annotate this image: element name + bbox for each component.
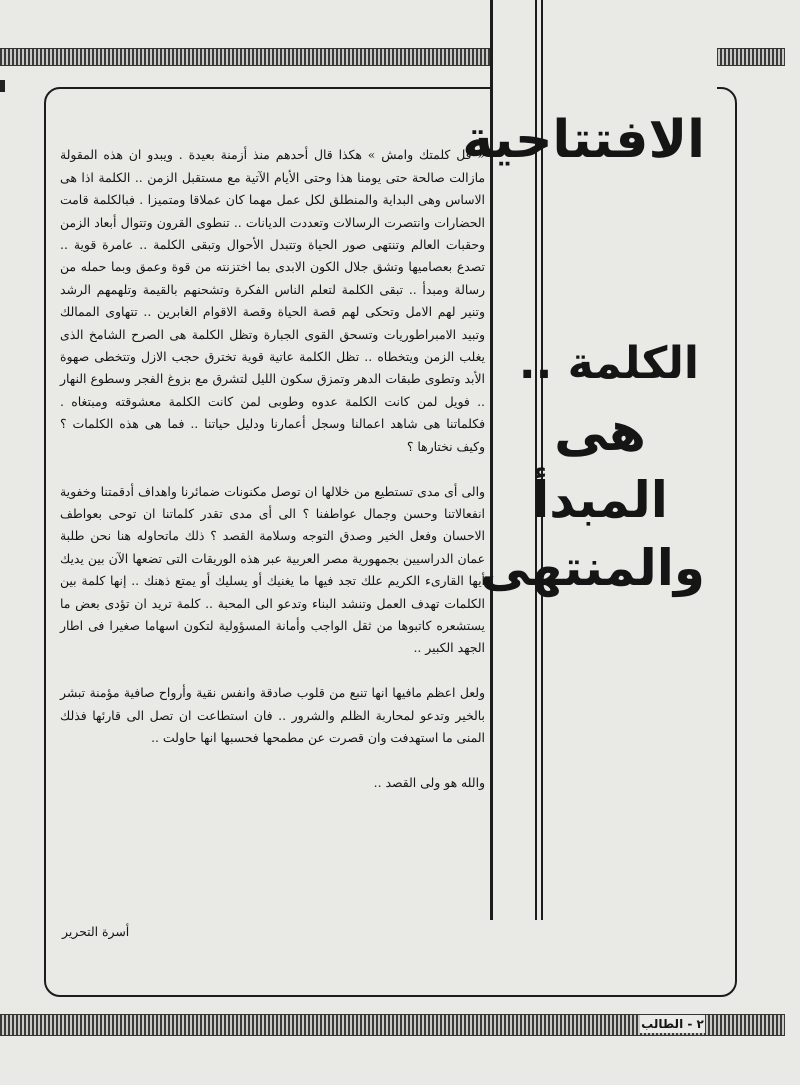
article-paragraph-1: « قل كلمتك وامش » هكذا قال أحدهم منذ أزمنة بعيدة . ويبدو ان هذه المقولة مازالت صالحة حتى يومنا هذا وحتى الأيام الآتية مع مستقبل الزمن .. الكلمة اذا هى الاساس وهى البداية والمنطلق لكل عمل مهما كان عملاقا ومتميزا . فبالكلمة قامت الحضارات وانتصرت الرسالات وتعددت الديانات .. تنطوى القرون وتتوال أبعاد الزمن وحقبات العالم وتنتهى صور الحياة وتتبدل الأحوال وتبقى الكلمة .. عامرة قوية .. تصدع بعصاميها وتشق جلال الكون الابدى بما اختزنته من قوة وعمق وبما حمله من رسالة ومبدأ .. تبقى الكلمة لتعلم الناس الفكرة وتشحنهم بالقيمة وتلهمهم الرشد وتنير لهم الامل وتحكى لهم قصة الحياة وقصة الاقوام الغابرين .. تتهاوى الممالك وتبيد الامبراطوريات وتسحق القوى الجبارة وتظل الكلمة هى الصرح الشامخ الذى يغلب الزمن ويتخطاه .. تظل الكلمة عاتية قوية تخترق حجب الازل وتتخطى صهوة الأبد وتطوى طبقات الدهر وتمزق سكون الليل لتشرق مع بزوغ الفجر وسطوع النهار .. فويل لمن كانت الكلمة عدوه وطوبى لمن كانت الكلمة معشوقته ومبتغاه . فكلماتنا هى شاهد اعمالنا وسجل أعمارنا ودليل حياتنا .. فما هى هذه الكلمات ؟ وكيف نختارها ؟ bbox=[60, 147, 485, 454]
page-folio: ٢ - الطالب bbox=[641, 1017, 704, 1031]
article-body bbox=[60, 122, 485, 892]
headline-line-2: هى bbox=[553, 400, 647, 463]
headline-line-4: والمنتهى bbox=[480, 539, 705, 597]
article-paragraph-4: والله هو ولى القصد .. bbox=[373, 774, 485, 790]
section-title: الافتتاحية bbox=[462, 110, 705, 170]
article-paragraph-3: ولعل اعظم مافيها انها تنبع من قلوب صادقة وانفس نقية وأرواح صافية مؤمنة تبشر بالخير وتدعو لمحاربة الظلم والشرور .. فان استطاعت ان تصل الى قارئها فذلك المنى ما استهدفت وان قصرت عن مطمحها فحسبها انها حاولت .. bbox=[60, 685, 485, 745]
headline bbox=[480, 330, 705, 630]
article-signature: أسرة التحرير bbox=[62, 924, 130, 939]
headline-line-1: الكلمة .. bbox=[518, 338, 699, 389]
article-paragraph-2: والى أى مدى تستطيع من خلالها ان توصل مكنونات ضمائرنا واهداف أدقمتنا وخفوية انفعالاتنا وحسن وجمال عواطفنا ؟ الى أى مدى تقدر كلماتنا ان توحى بعواطف الاحسان وفعل الخير وصدق التوجه وسلامة القصد ؟ ذلك ماتحاوله هنا نحن طلبة عمان الدراسيين بجمهورية مصر العربية عبر هذه الوريقات التى تضعها الآن بين يديك أيها القارىء الكريم علك تجد فيها ما يغنيك أو يسليك أو يمتع ذهنك .. إنها كلمة بين الكلمات تهدف العمل وتنشد البناء وتدعو الى المحبة .. كلمة تريد ان تؤدى بعض ما يستشعره كاتبوها من ثقل الواجب وأمانة المسؤولية لتكون اسهاما صغيرا فى اطار الجهد الكبير .. bbox=[60, 483, 485, 656]
page-edge-mark bbox=[0, 80, 5, 92]
headline-line-3: المبدأ bbox=[532, 471, 668, 529]
